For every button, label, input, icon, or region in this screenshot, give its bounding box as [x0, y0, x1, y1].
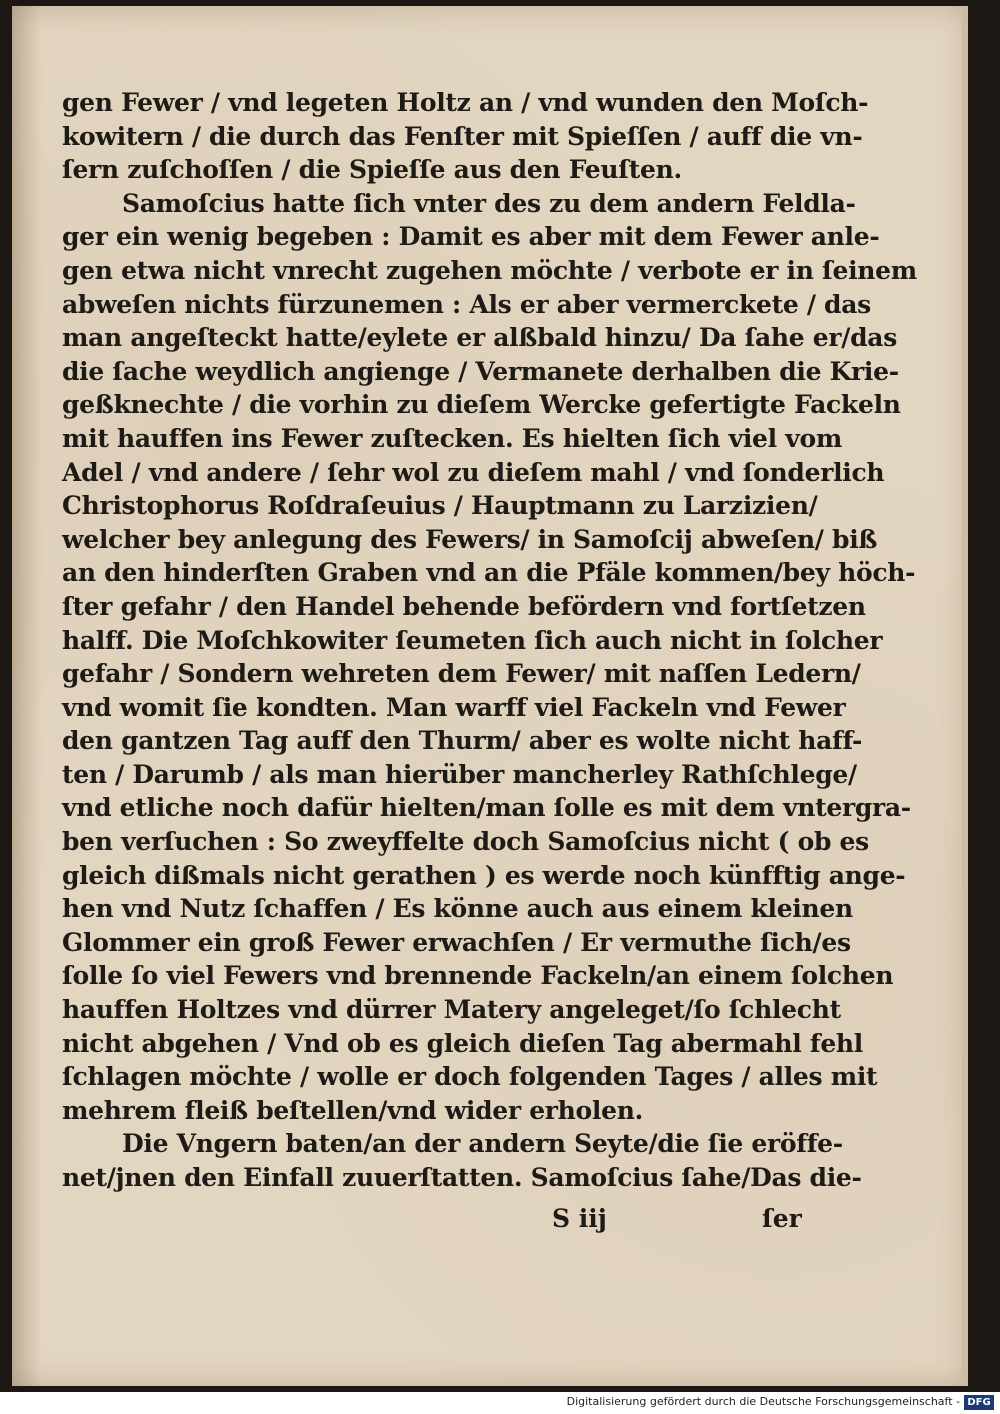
page-edge — [962, 6, 968, 1386]
text-line-1: gen Fewer / vnd legeten Holtz an / vnd wunden den Moſch- — [62, 88, 869, 117]
text-line-18: gefahr / Sondern wehreten dem Fewer/ mit naſſen Ledern/ — [62, 659, 861, 689]
credit-bar — [0, 1392, 1000, 1414]
text-line-29: nicht abgehen / Vnd ob es gleich dieſen Tag abermahl fehl — [62, 1028, 864, 1058]
text-line-19: vnd womit ſie kondten. Man warff viel Fackeln vnd Fewer — [62, 692, 846, 722]
text-line-2: kowitern / die durch das Fenſter mit Spieſſen / auff die vn- — [62, 121, 863, 151]
page-footer — [62, 1202, 812, 1236]
text-line-28: hauffen Holtzes vnd dürrer Matery angeleget/ſo ſchlecht — [62, 995, 841, 1025]
text-line-6: gen etwa nicht vnrecht zugehen möchte / verbote er in ſeinem — [62, 255, 917, 285]
text-line-20: den gantzen Tag auff den Thurm/ aber es wolte nicht haff- — [62, 726, 863, 756]
text-line-26: Glommer ein groß Fewer erwachſen / Er vermuthe ſich/es — [62, 927, 851, 957]
dfg-logo-icon[interactable]: DFG — [964, 1395, 994, 1410]
text-line-23: ben verſuchen : So zweyffelte doch Samoſcius nicht ( ob es — [62, 827, 869, 857]
text-line-15: an den hinderſten Graben vnd an die Pfäle kommen/bey höch- — [62, 558, 916, 588]
text-line-27: ſolle ſo viel Fewers vnd brennende Fackeln/an einem ſolchen — [62, 961, 894, 991]
text-line-14: welcher bey anlegung des Fewers/ in Samoſcij abweſen/ biß — [62, 524, 878, 554]
text-line-21: ten / Darumb / als man hierüber mancherley Rathſchlege/ — [62, 759, 857, 789]
text-line-25: hen vnd Nutz ſchaffen / Es könne auch aus einem kleinen — [62, 894, 853, 924]
text-line-33: net/jnen den Einfall zuuerſtatten. Samoſcius ſahe/Das die- — [62, 1163, 862, 1192]
text-line-12: Adel / vnd andere / ſehr wol zu dieſem mahl / vnd ſonderlich — [62, 457, 885, 487]
book-page — [12, 6, 968, 1386]
text-line-5: ger ein wenig begeben : Damit es aber mit dem Fewer anle- — [62, 222, 880, 252]
text-line-17: halff. Die Moſchkowiter ſeumeten ſich auch nicht in ſolcher — [62, 625, 883, 655]
text-line-10: geßknechte / die vorhin zu dieſem Wercke gefertigte Fackeln — [62, 390, 901, 420]
credit-text: Digitalisierung gefördert durch die Deutsche Forschungsgemeinschaft - — [566, 1395, 960, 1408]
text-line-4: Samoſcius hatte ſich vnter des zu dem andern Feldla- — [122, 188, 856, 218]
text-line-3: ſern zuſchoſſen / die Spieſſe aus den Feuſten. — [62, 155, 682, 185]
text-line-13: Christophorus Roſdraſeuius / Hauptmann zu Larzizien/ — [62, 491, 818, 521]
text-line-30: ſchlagen möchte / wolle er doch folgenden Tages / alles mit — [62, 1062, 878, 1092]
text-line-32: Die Vngern baten/an der andern Seyte/die ſie eröffe- — [122, 1129, 843, 1159]
signature-mark: S iij — [552, 1204, 607, 1233]
text-line-31: mehrem fleiß beſtellen/vnd wider erholen. — [62, 1095, 643, 1125]
catchword: ſer — [762, 1204, 802, 1233]
text-line-8: man angeſteckt hatte/eylete er alßbald hinzu/ Da ſahe er/das — [62, 323, 897, 353]
text-line-24: gleich dißmals nicht gerathen ) es werde noch künfftig ange- — [62, 860, 906, 890]
text-line-22: vnd etliche noch dafür hielten/man ſolle es mit dem vntergra- — [62, 793, 911, 823]
text-block — [62, 86, 917, 1195]
text-line-9: die ſache weydlich angienge / Vermanete derhalben die Krie- — [62, 356, 899, 386]
text-line-11: mit hauffen ins Fewer zuſtecken. Es hielten ſich viel vom — [62, 423, 842, 453]
text-line-16: ſter gefahr / den Handel behende befördern vnd fortſetzen — [62, 591, 866, 621]
text-line-7: abweſen nichts fürzunemen : Als er aber vermerckete / das — [62, 289, 871, 319]
